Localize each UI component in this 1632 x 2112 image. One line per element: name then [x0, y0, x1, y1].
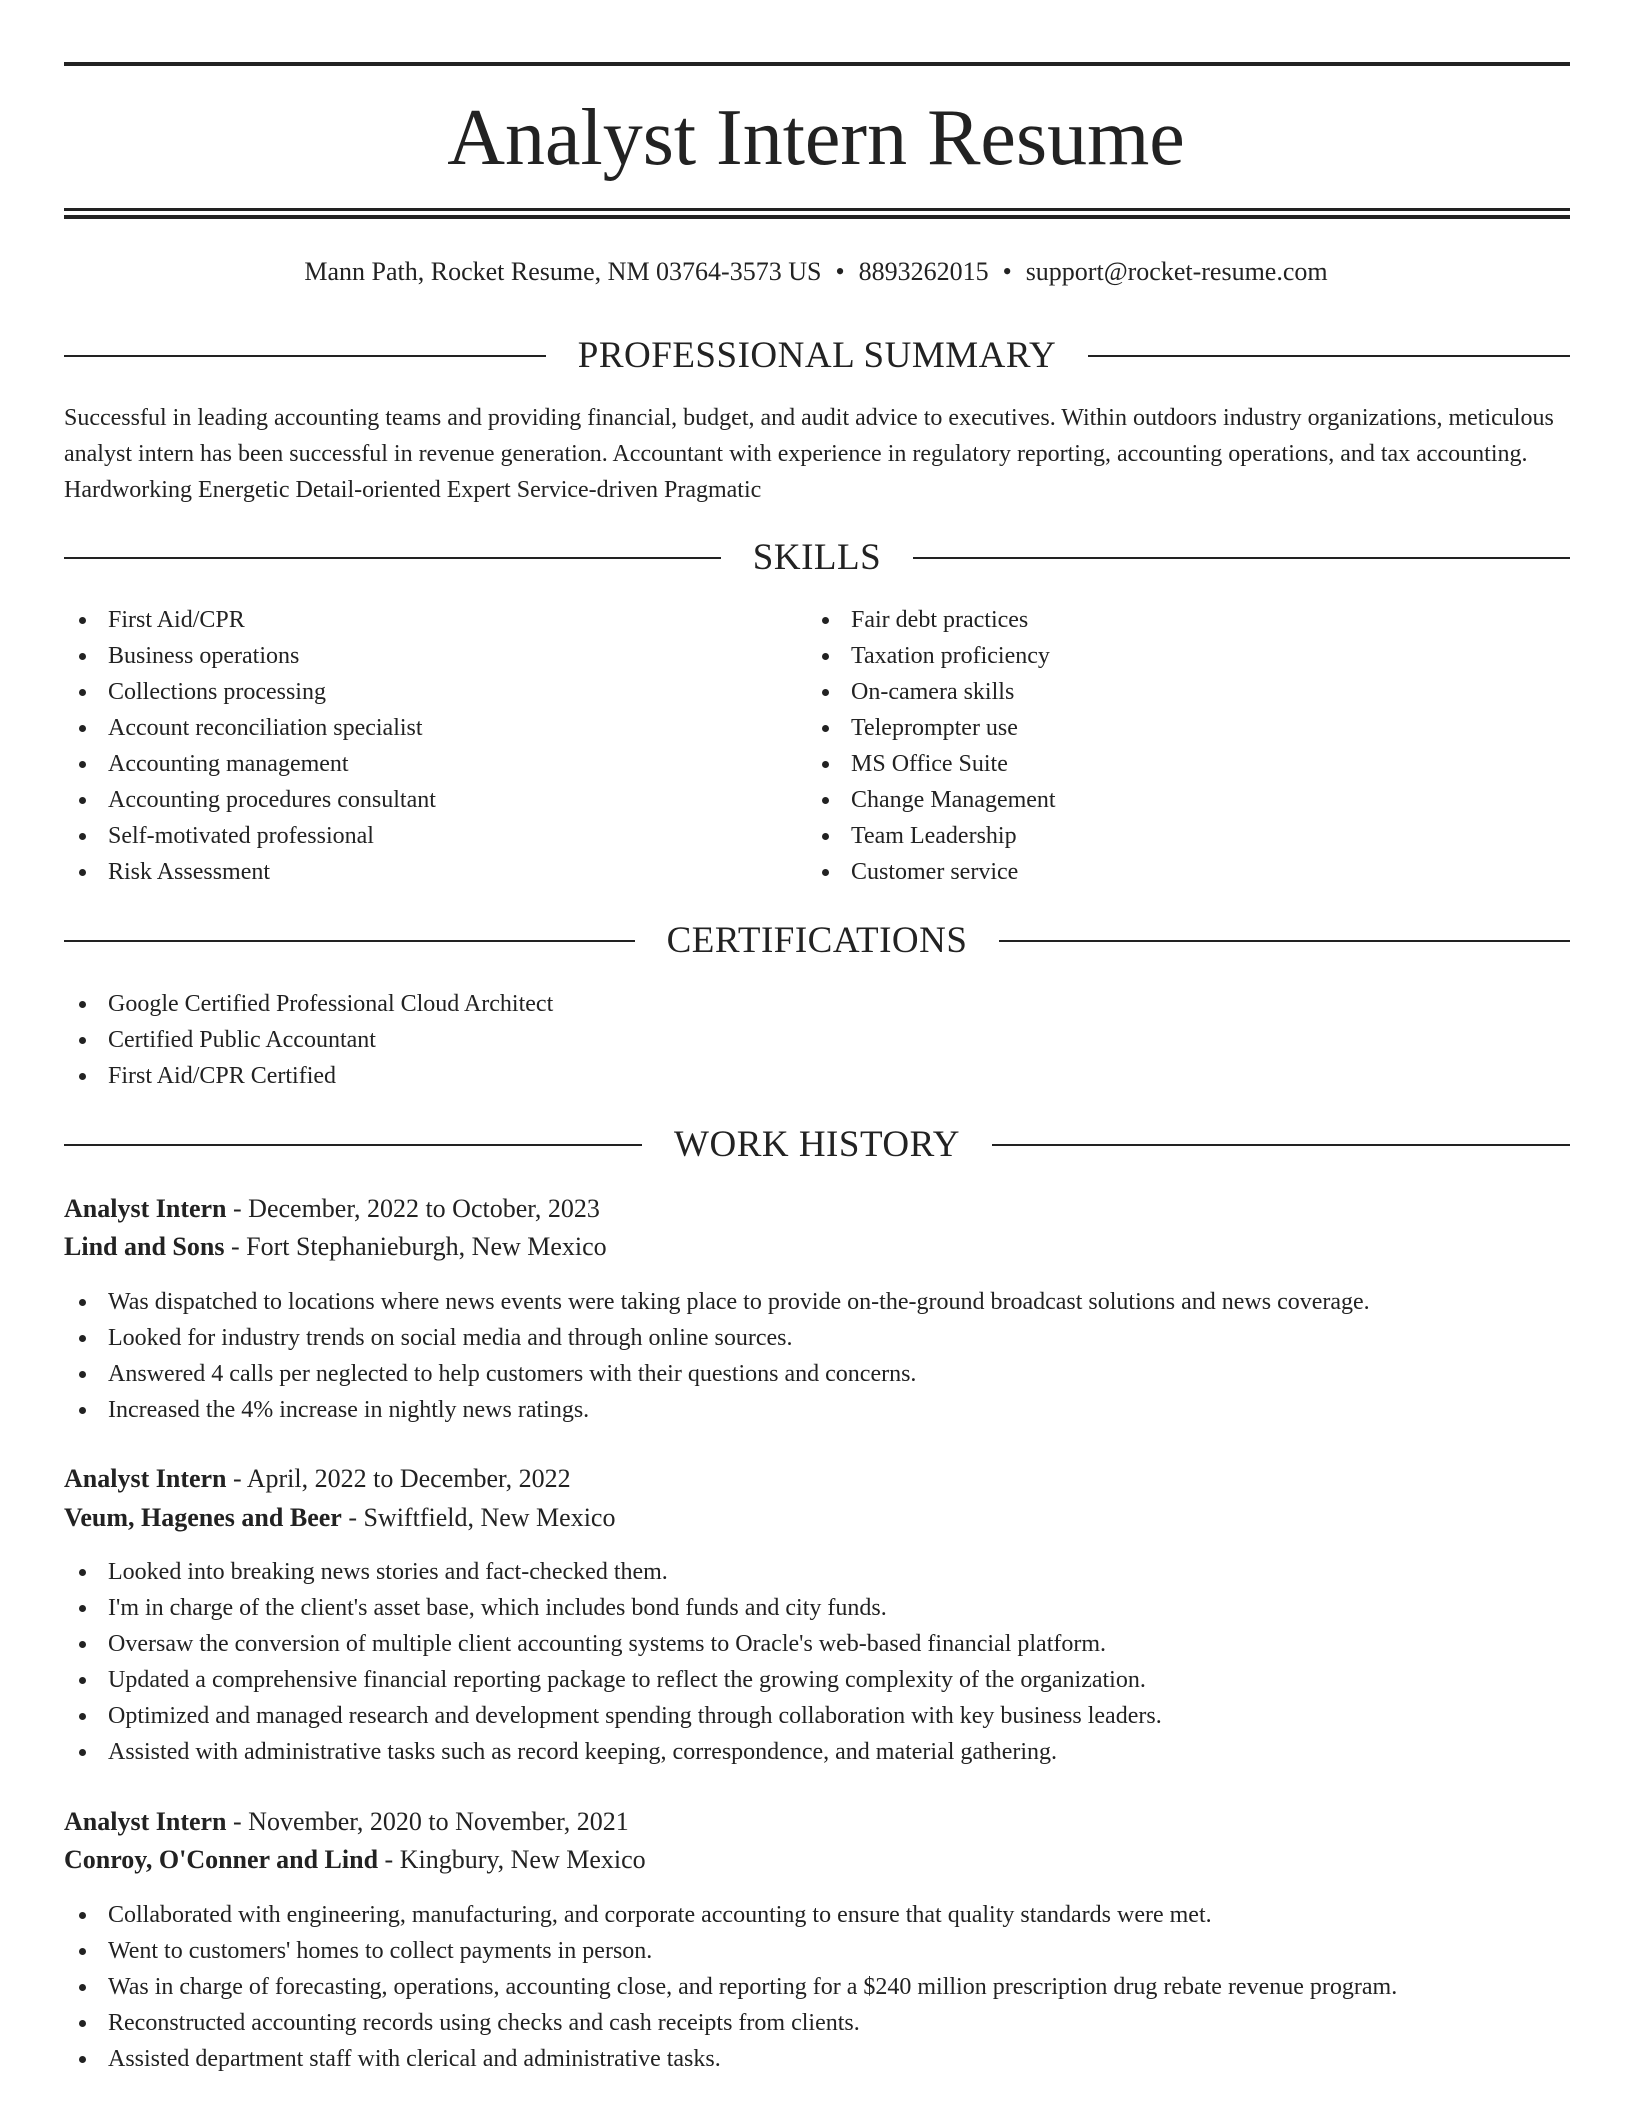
skill-item: Teleprompter use	[807, 710, 1056, 746]
section-rule	[1088, 355, 1570, 357]
certifications-heading: CERTIFICATIONS	[666, 920, 968, 961]
skill-item: Risk Assessment	[64, 854, 436, 890]
work-history-section-header	[64, 1122, 1570, 1168]
job-bullet: Was in charge of forecasting, operations, accounting close, and reporting for a $240 million prescription drug rebate revenue program.	[64, 1969, 1397, 2005]
job-dates: - April, 2022 to December, 2022	[226, 1464, 571, 1493]
page-title: Analyst Intern Resume	[447, 94, 1185, 182]
job-bullet: Collaborated with engineering, manufacturing, and corporate accounting to ensure that quality standards were met.	[64, 1897, 1397, 1933]
job-bullet: Looked into breaking news stories and fact-checked them.	[64, 1554, 1162, 1590]
job-title: Analyst Intern	[64, 1807, 227, 1836]
job-location: - Swiftfield, New Mexico	[341, 1503, 616, 1532]
job-bullet: Answered 4 calls per neglected to help customers with their questions and concerns.	[64, 1356, 1370, 1392]
skill-item: Self-motivated professional	[64, 818, 436, 854]
job-bullet: Assisted department staff with clerical and administrative tasks.	[64, 2041, 1397, 2077]
contact-phone: 8893262015	[858, 257, 989, 286]
job-title: Analyst Intern	[64, 1194, 227, 1223]
job-location: - Kingbury, New Mexico	[378, 1845, 646, 1874]
job-dates: - December, 2022 to October, 2023	[226, 1194, 600, 1223]
title-rule-upper	[64, 208, 1570, 211]
section-rule	[64, 940, 635, 942]
certifications-list	[64, 986, 553, 1094]
summary-section-header	[64, 333, 1570, 379]
summary-text: Successful in leading accounting teams and providing financial, budget, and audit advice to executives. Within outdoors industry organizations, meticulous analyst intern has been successful in revenue generation. Accountant with experience in regulatory reporting, accounting operations, and tax accounting. Hardworking Energetic Detail-oriented Expert Service-driven Pragmatic	[64, 405, 1554, 503]
job-company: Lind and Sons	[64, 1232, 225, 1261]
job-dates: - November, 2020 to November, 2021	[226, 1807, 629, 1836]
skill-item: Account reconciliation specialist	[64, 710, 436, 746]
section-rule	[64, 557, 721, 559]
summary-heading: PROFESSIONAL SUMMARY	[577, 335, 1057, 376]
skill-item: On-camera skills	[807, 674, 1056, 710]
skill-item: Accounting management	[64, 746, 436, 782]
section-rule	[64, 355, 546, 357]
skill-item: Taxation proficiency	[807, 638, 1056, 674]
skills-list-left	[64, 602, 436, 890]
job-company-line	[64, 1499, 615, 1537]
job-bullets	[64, 1897, 1397, 2077]
job-title-line	[64, 1460, 571, 1498]
job-bullet: Optimized and managed research and development spending through collaboration with key business leaders.	[64, 1698, 1162, 1734]
skills-section-header	[64, 535, 1570, 581]
certification-item: Certified Public Accountant	[64, 1022, 553, 1058]
job-bullet: Assisted with administrative tasks such as record keeping, correspondence, and material gathering.	[64, 1734, 1162, 1770]
skill-item: Accounting procedures consultant	[64, 782, 436, 818]
job-title-line	[64, 1803, 629, 1841]
contact-email: support@rocket-resume.com	[1025, 257, 1328, 286]
skill-item: Business operations	[64, 638, 436, 674]
skill-item: First Aid/CPR	[64, 602, 436, 638]
work-history-heading: WORK HISTORY	[674, 1124, 960, 1165]
certifications-section-header	[64, 918, 1570, 964]
skill-item: Customer service	[807, 854, 1056, 890]
top-rule	[64, 62, 1570, 66]
job-title-line	[64, 1190, 600, 1228]
job-location: - Fort Stephanieburgh, New Mexico	[224, 1232, 607, 1261]
job-bullet: I'm in charge of the client's asset base, which includes bond funds and city funds.	[64, 1590, 1162, 1626]
job-company-line	[64, 1228, 607, 1266]
job-company: Conroy, O'Conner and Lind	[64, 1845, 379, 1874]
contact-separator: •	[835, 257, 845, 286]
job-bullet: Went to customers' homes to collect payments in person.	[64, 1933, 1397, 1969]
skill-item: Collections processing	[64, 674, 436, 710]
skills-heading: SKILLS	[752, 537, 882, 578]
section-rule	[64, 1144, 642, 1146]
skill-item: Change Management	[807, 782, 1056, 818]
job-bullet: Was dispatched to locations where news events were taking place to provide on-the-ground broadcast solutions and news coverage.	[64, 1284, 1370, 1320]
job-title: Analyst Intern	[64, 1464, 227, 1493]
job-bullets	[64, 1554, 1162, 1770]
contact-address: Mann Path, Rocket Resume, NM 03764-3573 US	[304, 257, 822, 286]
contact-line	[0, 254, 1632, 290]
skill-item: MS Office Suite	[807, 746, 1056, 782]
title-rule-lower	[64, 215, 1570, 219]
job-company: Veum, Hagenes and Beer	[64, 1503, 342, 1532]
job-bullet: Oversaw the conversion of multiple client accounting systems to Oracle's web-based financial platform.	[64, 1626, 1162, 1662]
job-company-line	[64, 1841, 646, 1879]
section-rule	[913, 557, 1570, 559]
job-bullet: Reconstructed accounting records using checks and cash receipts from clients.	[64, 2005, 1397, 2041]
contact-separator: •	[1002, 257, 1012, 286]
job-bullets	[64, 1284, 1370, 1428]
section-rule	[999, 940, 1570, 942]
section-rule	[992, 1144, 1570, 1146]
certification-item: First Aid/CPR Certified	[64, 1058, 553, 1094]
skill-item: Team Leadership	[807, 818, 1056, 854]
job-bullet: Looked for industry trends on social media and through online sources.	[64, 1320, 1370, 1356]
skill-item: Fair debt practices	[807, 602, 1056, 638]
certification-item: Google Certified Professional Cloud Architect	[64, 986, 553, 1022]
job-bullet: Increased the 4% increase in nightly news ratings.	[64, 1392, 1370, 1428]
skills-list-right	[807, 602, 1056, 890]
job-bullet: Updated a comprehensive financial reporting package to reflect the growing complexity of the organization.	[64, 1662, 1162, 1698]
